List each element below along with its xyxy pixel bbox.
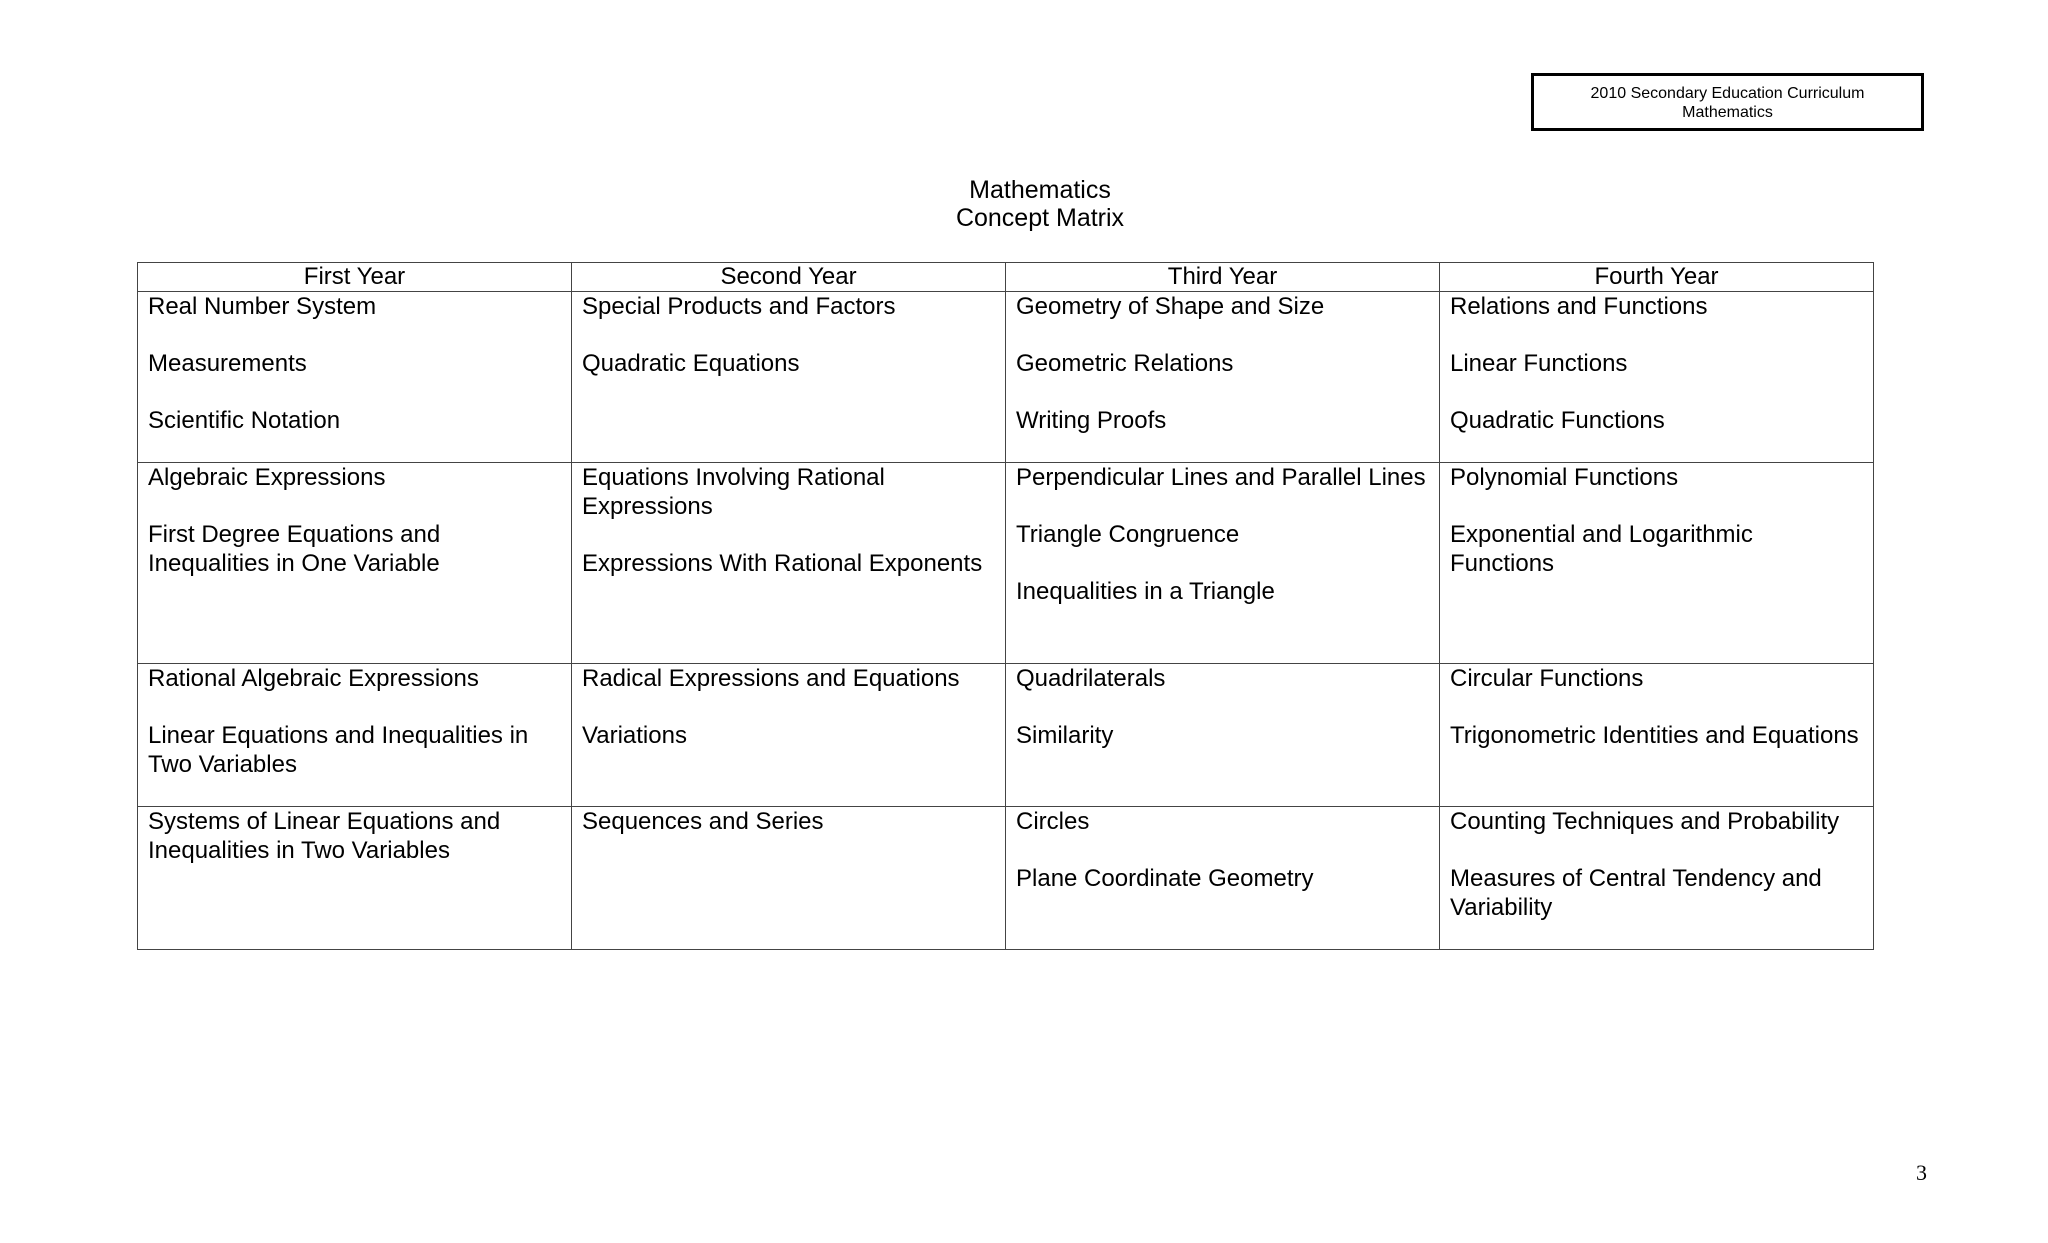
topic-item: Variations (582, 722, 687, 749)
topic-item: Expressions With Rational Exponents (582, 550, 983, 577)
topic-item: Quadratic Functions (1450, 407, 1665, 434)
header-subject-label: Mathematics (1682, 104, 1773, 121)
topic-item: Special Products and Factors (582, 293, 896, 320)
table-cell-second-year (572, 807, 1006, 950)
table-header-row (138, 263, 1874, 292)
topic-item: Trigonometric Identities and Equations (1450, 722, 1859, 749)
topic-item: Similarity (1016, 722, 1114, 749)
table-row (138, 807, 1874, 950)
topic-item: Counting Techniques and Probability (1450, 808, 1840, 835)
column-header-third-year: Third Year (1006, 263, 1440, 292)
table-row (138, 292, 1874, 463)
topic-item: Real Number System (148, 293, 377, 320)
topic-item: Polynomial Functions (1450, 464, 1679, 491)
concept-matrix-table (137, 262, 1874, 950)
table-cell-fourth-year (1440, 807, 1874, 950)
topic-item: Systems of Linear Equations and Inequalities in Two Variables (148, 808, 501, 864)
table-cell-second-year (572, 664, 1006, 807)
table-cell-third-year (1006, 664, 1440, 807)
table-cell-third-year (1006, 807, 1440, 950)
table-cell-third-year (1006, 292, 1440, 463)
table-cell-fourth-year (1440, 292, 1874, 463)
table-row (138, 463, 1874, 664)
topic-item: Triangle Congruence (1016, 521, 1240, 548)
topic-item: Scientific Notation (148, 407, 341, 434)
topic-item: Plane Coordinate Geometry (1016, 865, 1314, 892)
topic-item: Circles (1016, 808, 1090, 835)
table-body (138, 292, 1874, 950)
column-header-fourth-year: Fourth Year (1440, 263, 1874, 292)
topic-item: Geometric Relations (1016, 350, 1234, 377)
page-number: 3 (1916, 1160, 1927, 1185)
topic-item: First Degree Equations and Inequalities in One Variable (148, 521, 441, 577)
curriculum-header-box (1531, 73, 1924, 131)
topic-item: Algebraic Expressions (148, 464, 386, 491)
topic-item: Quadrilaterals (1016, 665, 1166, 692)
title-subject: Mathematics (969, 176, 1111, 204)
table-cell-third-year (1006, 463, 1440, 664)
table-cell-second-year (572, 292, 1006, 463)
topic-item: Rational Algebraic Expressions (148, 665, 479, 692)
header-curriculum-label: 2010 Secondary Education Curriculum (1590, 85, 1865, 102)
table-cell-second-year (572, 463, 1006, 664)
table-cell-first-year (138, 807, 572, 950)
title-matrix: Concept Matrix (955, 204, 1125, 232)
topic-item: Measures of Central Tendency and Variability (1450, 865, 1822, 921)
table-cell-fourth-year (1440, 463, 1874, 664)
page-title (0, 176, 2048, 232)
table-cell-first-year (138, 292, 572, 463)
table-cell-first-year (138, 463, 572, 664)
column-header-second-year: Second Year (572, 263, 1006, 292)
topic-item: Exponential and Logarithmic Functions (1450, 521, 1753, 577)
table-cell-fourth-year (1440, 664, 1874, 807)
topic-item: Linear Equations and Inequalities in Two Variables (148, 722, 529, 778)
topic-item: Sequences and Series (582, 808, 824, 835)
topic-item: Measurements (148, 350, 307, 377)
topic-item: Quadratic Equations (582, 350, 800, 377)
topic-item: Relations and Functions (1450, 293, 1708, 320)
topic-item: Inequalities in a Triangle (1016, 578, 1275, 605)
table-row (138, 664, 1874, 807)
topic-item: Perpendicular Lines and Parallel Lines (1016, 464, 1426, 491)
column-header-first-year: First Year (138, 263, 572, 292)
topic-item: Linear Functions (1450, 350, 1628, 377)
topic-item: Circular Functions (1450, 665, 1644, 692)
topic-item: Radical Expressions and Equations (582, 665, 960, 692)
table-cell-first-year (138, 664, 572, 807)
topic-item: Writing Proofs (1016, 407, 1167, 434)
topic-item: Geometry of Shape and Size (1016, 293, 1325, 320)
topic-item: Equations Involving Rational Expressions (582, 464, 885, 520)
